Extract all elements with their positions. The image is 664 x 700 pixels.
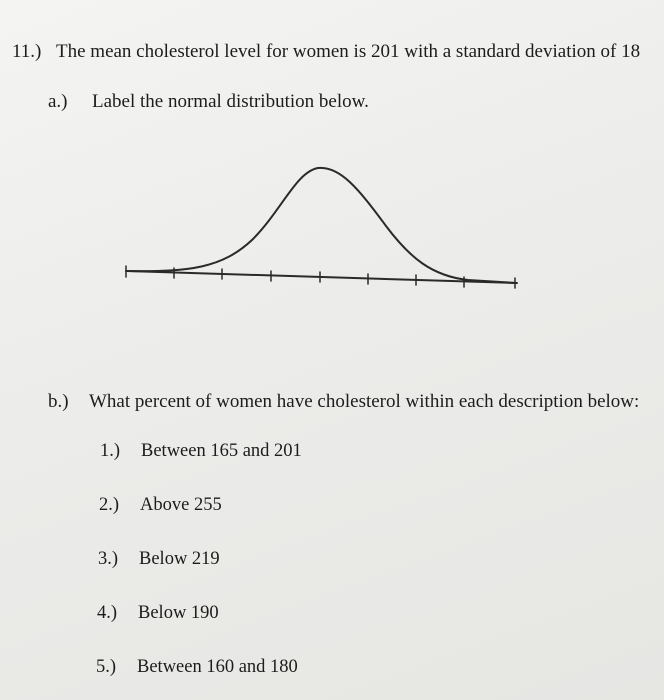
sub-question-label: 4.) — [97, 603, 118, 623]
sub-question-text: Above 255 — [140, 495, 222, 515]
part-a-prompt — [48, 91, 369, 113]
sub-question-text: Below 190 — [138, 603, 219, 623]
sub-question-text: Between 160 and 180 — [137, 657, 298, 677]
sub-question-label: 2.) — [99, 495, 120, 515]
sub-question-label: 1.) — [100, 441, 121, 461]
question-text: The mean cholesterol level for women is 201 with a standard deviation of 18 — [56, 41, 641, 62]
part-a-text: Label the normal distribution below. — [92, 91, 369, 112]
sub-question-3 — [98, 548, 220, 570]
horizontal-axis — [126, 271, 517, 283]
part-b-text: What percent of women have cholesterol within each description below: — [89, 391, 640, 412]
normal-curve — [128, 168, 516, 283]
sub-question-5 — [96, 656, 298, 678]
sub-question-4 — [97, 602, 219, 624]
sub-question-1 — [100, 440, 302, 462]
sub-question-label: 5.) — [96, 657, 117, 677]
sub-question-2 — [99, 494, 222, 516]
sub-question-text: Between 165 and 201 — [141, 441, 302, 461]
sub-question-label: 3.) — [98, 549, 119, 569]
part-a-label: a.) — [48, 91, 68, 112]
part-b-label: b.) — [48, 391, 69, 412]
part-b-prompt — [48, 391, 639, 413]
question-title — [12, 41, 640, 63]
question-number: 11.) — [12, 41, 42, 62]
sub-question-text: Below 219 — [139, 549, 220, 569]
